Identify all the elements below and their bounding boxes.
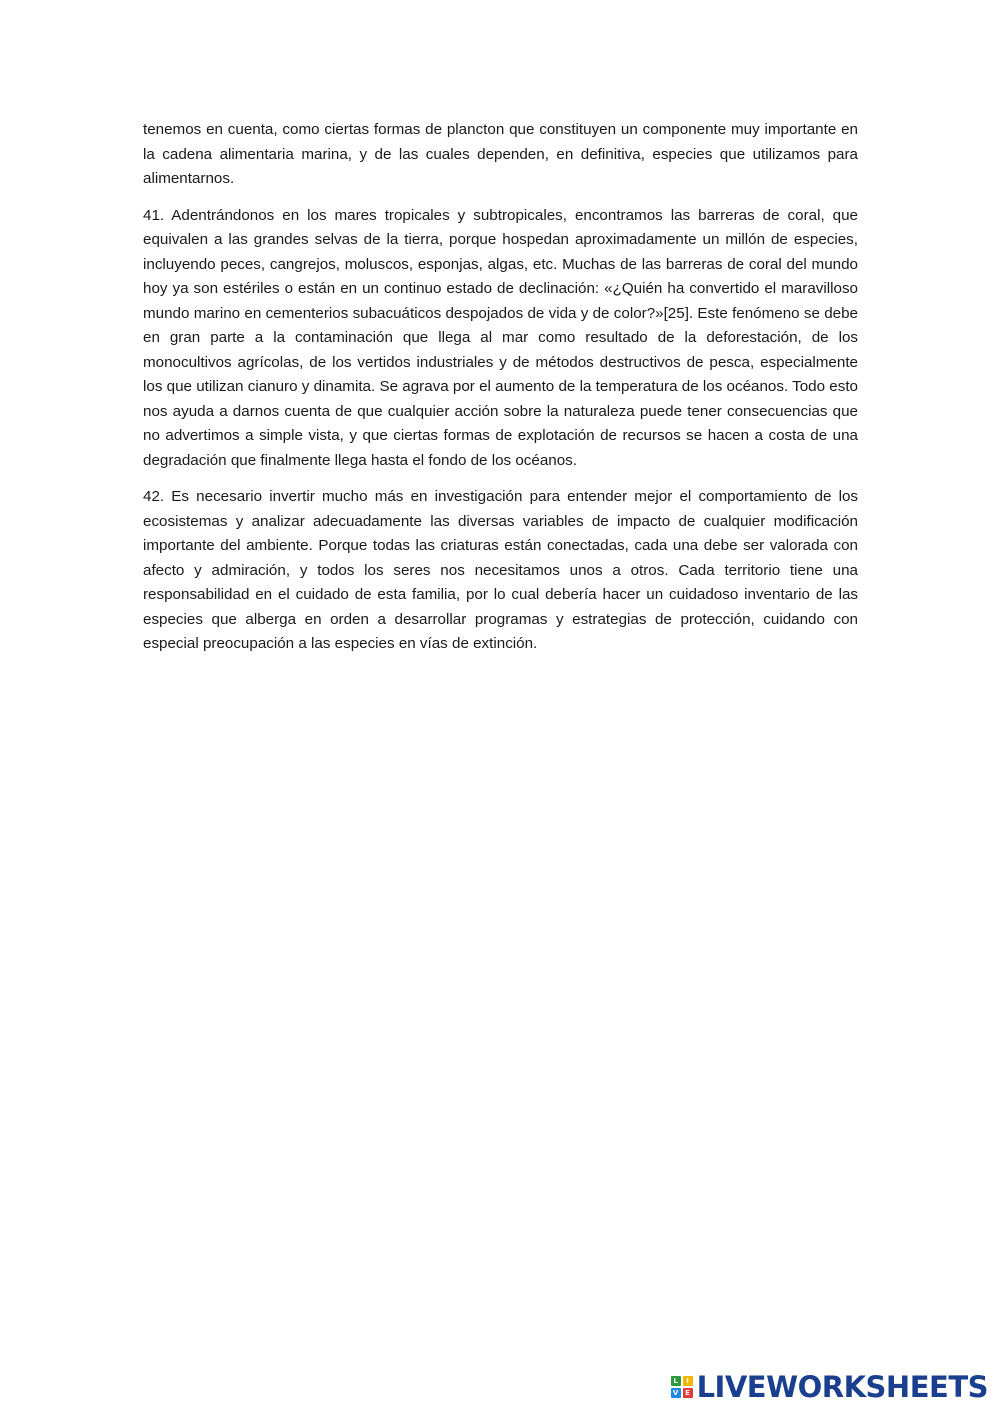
logo-letter-v: V (671, 1388, 681, 1398)
brand-name: LIVEWORKSHEETS (696, 1370, 988, 1404)
document-body (143, 118, 858, 669)
paragraph-41: 41. Adentrándonos en los mares tropicales y subtropicales, encontramos las barreras de coral, que equivalen a las grandes selvas de la tierra, porque hospedan aproximadamente un millón de especies, incluyendo peces, cangrejos, moluscos, esponjas, algas, etc. Muchas de las barreras de coral del mundo hoy ya son estériles o están en un continuo estado de declinación: «¿Quién ha convertido el maravilloso mundo marino en cementerios subacuáticos despojados de vida y de color?»[25]. Este fenómeno se debe en gran parte a la contaminación que llega al mar como resultado de la deforestación, de los monocultivos agrícolas, de los vertidos industriales y de métodos destructivos de pesca, especialmente los que utilizan cianuro y dinamita. Se agrava por el aumento de la temperatura de los océanos. Todo esto nos ayuda a darnos cuenta de que cualquier acción sobre la naturaleza puede tener consecuencias que no advertimos a simple vista, y que ciertas formas de explotación de recursos se hacen a costa de una degradación que finalmente llega hasta el fondo de los océanos. (143, 206, 858, 469)
paragraph-continuation: tenemos en cuenta, como ciertas formas de plancton que constituyen un componente muy importante en la cadena alimentaria marina, y de las cuales dependen, en definitiva, especies que utilizamos para alimentarnos. (143, 121, 858, 187)
logo-letter-i: I (683, 1376, 693, 1386)
logo-letter-e: E (683, 1388, 693, 1398)
liveworksheets-logo-icon (671, 1376, 693, 1398)
paragraph-42: 42. Es necesario invertir mucho más en investigación para entender mejor el comportamiento de los ecosistemas y analizar adecuadamente las diversas variables de impacto de cualquier modificación importante del ambiente. Porque todas las criaturas están conectadas, cada una debe ser valorada con afecto y admiración, y todos los seres nos necesitamos unos a otros. Cada territorio tiene una responsabilidad en el cuidado de esta familia, por lo cual debería hacer un cuidadoso inventario de las especies que alberga en orden a desarrollar programas y estrategias de protección, cuidando con especial preocupación a las especies en vías de extinción. (143, 488, 858, 652)
logo-letter-l: L (671, 1376, 681, 1386)
liveworksheets-brand (671, 1370, 988, 1404)
